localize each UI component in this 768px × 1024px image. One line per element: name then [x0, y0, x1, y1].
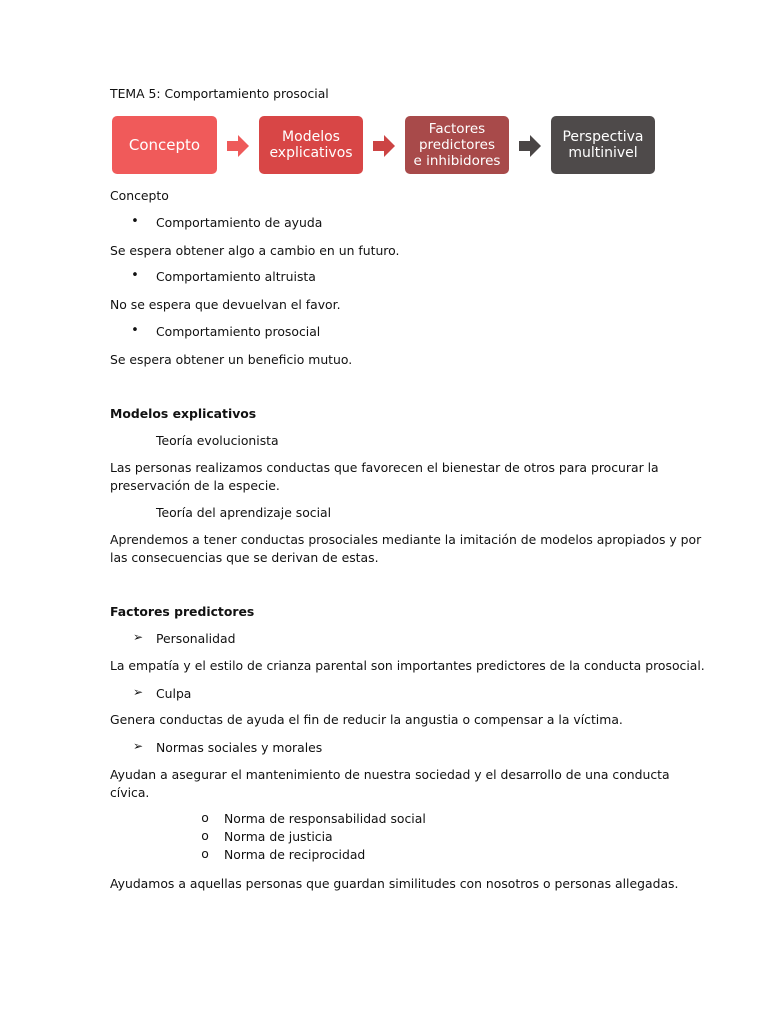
- sub-list-item: Norma de reciprocidad: [224, 847, 366, 862]
- list-item: Personalidad: [156, 631, 236, 646]
- paragraph: Ayudamos a aquellas personas que guardan similitudes con nosotros o personas allegadas.: [110, 876, 679, 891]
- circle-bullet-icon: o: [201, 828, 209, 843]
- subheading: Teoría evolucionista: [156, 433, 279, 448]
- flow-arrow-shape: [373, 135, 395, 157]
- subheading: Teoría del aprendizaje social: [156, 505, 332, 520]
- paragraph-line: cívica.: [110, 785, 150, 800]
- arrowhead-bullet-icon: ➢: [132, 739, 144, 753]
- circle-bullet-icon: o: [201, 810, 209, 825]
- paragraph: Se espera obtener un beneficio mutuo.: [110, 352, 353, 367]
- paragraph-line: las consecuencias que se derivan de estas.: [110, 550, 379, 565]
- flow-step-label: Concepto: [128, 136, 201, 154]
- sub-list-item: Norma de justicia: [224, 829, 333, 844]
- flow-step-label: Perspectiva multinivel: [562, 129, 644, 161]
- flow-step-label: Modelos explicativos: [269, 129, 353, 161]
- paragraph: No se espera que devuelvan el favor.: [110, 297, 341, 312]
- flow-arrow-icon: [227, 134, 249, 158]
- list-item: Comportamiento altruista: [156, 269, 316, 284]
- bullet-icon: •: [131, 214, 139, 229]
- paragraph-line: Las personas realizamos conductas que favorecen el bienestar de otros para procurar la: [110, 460, 659, 475]
- list-item: Comportamiento prosocial: [156, 324, 321, 339]
- bullet-icon: •: [131, 268, 139, 283]
- arrowhead-bullet-icon: ➢: [132, 685, 144, 699]
- flow-step-perspectiva: [551, 116, 655, 174]
- document-title: TEMA 5: Comportamiento prosocial: [110, 86, 329, 101]
- paragraph-line: Ayudan a asegurar el mantenimiento de nuestra sociedad y el desarrollo de una conducta: [110, 767, 670, 782]
- list-item: Culpa: [156, 686, 192, 701]
- arrowhead-bullet-icon: ➢: [132, 630, 144, 644]
- bullet-icon: •: [131, 323, 139, 338]
- section-heading-factores: Factores predictores: [110, 604, 255, 619]
- paragraph: Se espera obtener algo a cambio en un futuro.: [110, 243, 400, 258]
- sub-list-item: Norma de responsabilidad social: [224, 811, 426, 826]
- list-item: Comportamiento de ayuda: [156, 215, 323, 230]
- section-heading-concepto: Concepto: [110, 188, 169, 203]
- paragraph-line: preservación de la especie.: [110, 478, 280, 493]
- flow-arrow-icon: [519, 134, 541, 158]
- flow-step-factores: [405, 116, 509, 174]
- paragraph-line: Aprendemos a tener conductas prosociales mediante la imitación de modelos apropiados y por: [110, 532, 702, 547]
- list-item: Normas sociales y morales: [156, 740, 323, 755]
- circle-bullet-icon: o: [201, 846, 209, 861]
- paragraph-line: Genera conductas de ayuda el fin de reducir la angustia o compensar a la víctima.: [110, 712, 623, 727]
- flow-arrow-shape: [227, 135, 249, 157]
- flow-step-label: Factores predictores e inhibidores: [413, 121, 501, 169]
- flow-arrow-icon: [373, 134, 395, 158]
- flow-arrow-shape: [519, 135, 541, 157]
- flow-step-modelos: [259, 116, 363, 174]
- flow-step-concepto: [112, 116, 217, 174]
- section-heading-modelos: Modelos explicativos: [110, 406, 257, 421]
- paragraph-line: La empatía y el estilo de crianza parental son importantes predictores de la conducta prosocial.: [110, 658, 705, 673]
